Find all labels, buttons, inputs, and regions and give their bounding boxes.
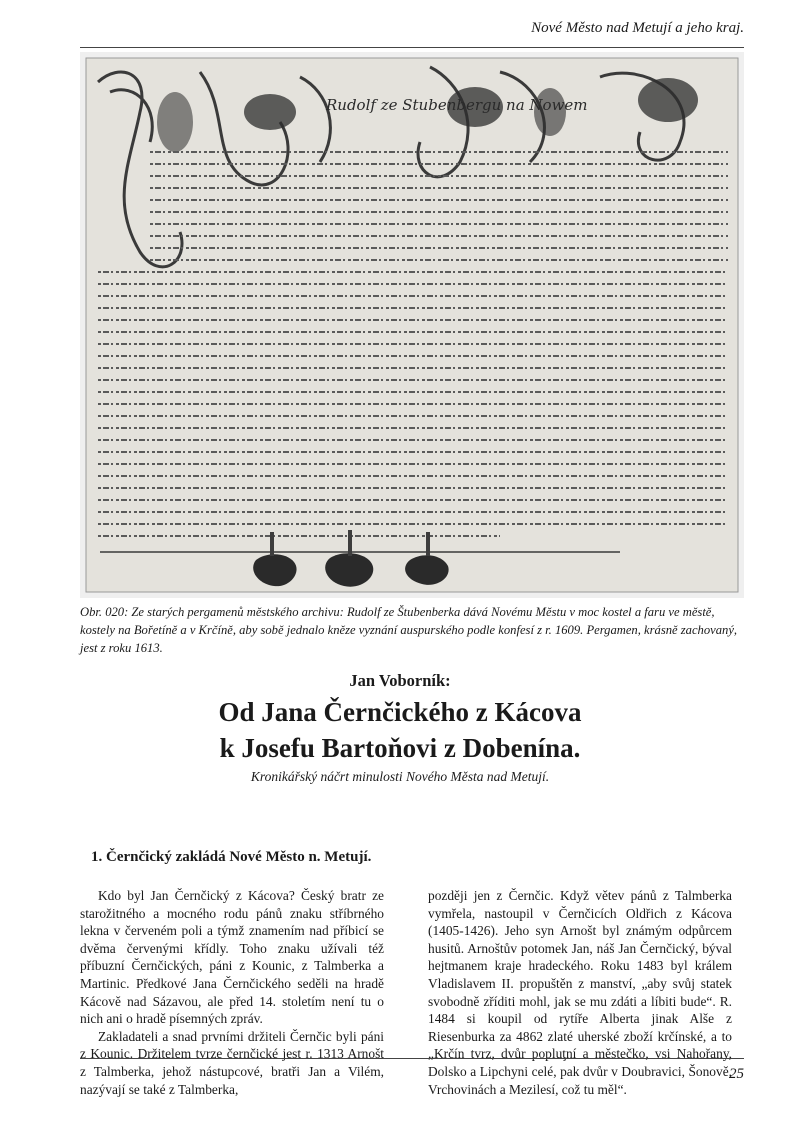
footer-divider	[80, 1058, 744, 1059]
parchment-figure	[80, 52, 744, 598]
paragraph: později jen z Černčic. Když větev pánů z Talmberka vymřela, nastoupil v Černčicích Oldřich z Kácova (1405-1426). Jeho syn Arnošt byl známým odpůrcem husitů. Arnoštův potomek Jan, náš Jan Černčický, býval hejtmanem kraje hradeckého. Roku 1483 byl králem Vladislavem II. propuštěn z manství, „aby svůj statek svobodně zříditi mohl, jak se mu zdáti a líbiti bude“. R. 1484 si koupil od rytíře Alberta jinak Alše z Riesenburka za 4862 zlaté uherské zboží krčínské, a to „Krčín tvrz, dvůr popluţní a městečko, vsi Nahořany, Dolsko a Lipchyni celé, pak dvůr v Doubravici, Šonově, Vrchovinách a Mezilesí, což tu měl“.	[428, 888, 732, 1097]
left-column	[80, 887, 384, 1098]
article-title-line-2: k Josefu Bartoňovi z Dobenína.	[219, 733, 581, 763]
running-header-title: Nové Město nad Metují a jeho kraj.	[531, 20, 744, 36]
figure-caption: Obr. 020: Ze starých pergamenů městského archivu: Rudolf ze Štubenberka dává Novému Městu v moc kostel a faru ve městě, kostely na Bořetíně a v Krčíně, aby sobě jednalo kněze vyznání auspurského podle konfesí z r. 1609. Pergamen, krásně zachovaný, jest z roku 1613.	[80, 605, 738, 655]
page-number: 25	[729, 1066, 744, 1082]
parchment-heading-text: Rudolf ze Stubenbergu na Nowem	[326, 96, 588, 114]
parchment-image	[80, 52, 744, 598]
article-title-line-1: Od Jana Černčického z Kácova	[218, 697, 582, 727]
paragraph: Zakladateli a snad prvními držiteli Černčic byli páni z Kounic. Držitelem tvrze černčické jest r. 1313 Arnošt z Talmberka, jehož nástupcové, bratři Jan a Vilém, nazývají se také z Talmberka,	[80, 1028, 384, 1097]
header-divider	[80, 47, 744, 48]
section-heading: 1. Černčický zakládá Nové Město n. Metují.	[91, 849, 372, 865]
article-author: Jan Voborník:	[349, 671, 451, 690]
paragraph: Kdo byl Jan Černčický z Kácova? Český bratr ze starožitného a mocného rodu pánů znaku stříbrného lekna v červeném poli a týmž znamením nad příbicí se dvěma červenými křídly. Toho znaku užívali též příbuzní Černčických, páni z Kounic, z Talmberka a Martinic. Předkové Jana Černčického seděli na hradě Kácově nad Sázavou, ale před 14. stoletím není tu o nich ani o hradě písemných zpráv.	[80, 888, 384, 1027]
article-subtitle: Kronikářský náčrt minulosti Nového Města nad Metují.	[250, 769, 550, 784]
right-column	[428, 887, 732, 1098]
